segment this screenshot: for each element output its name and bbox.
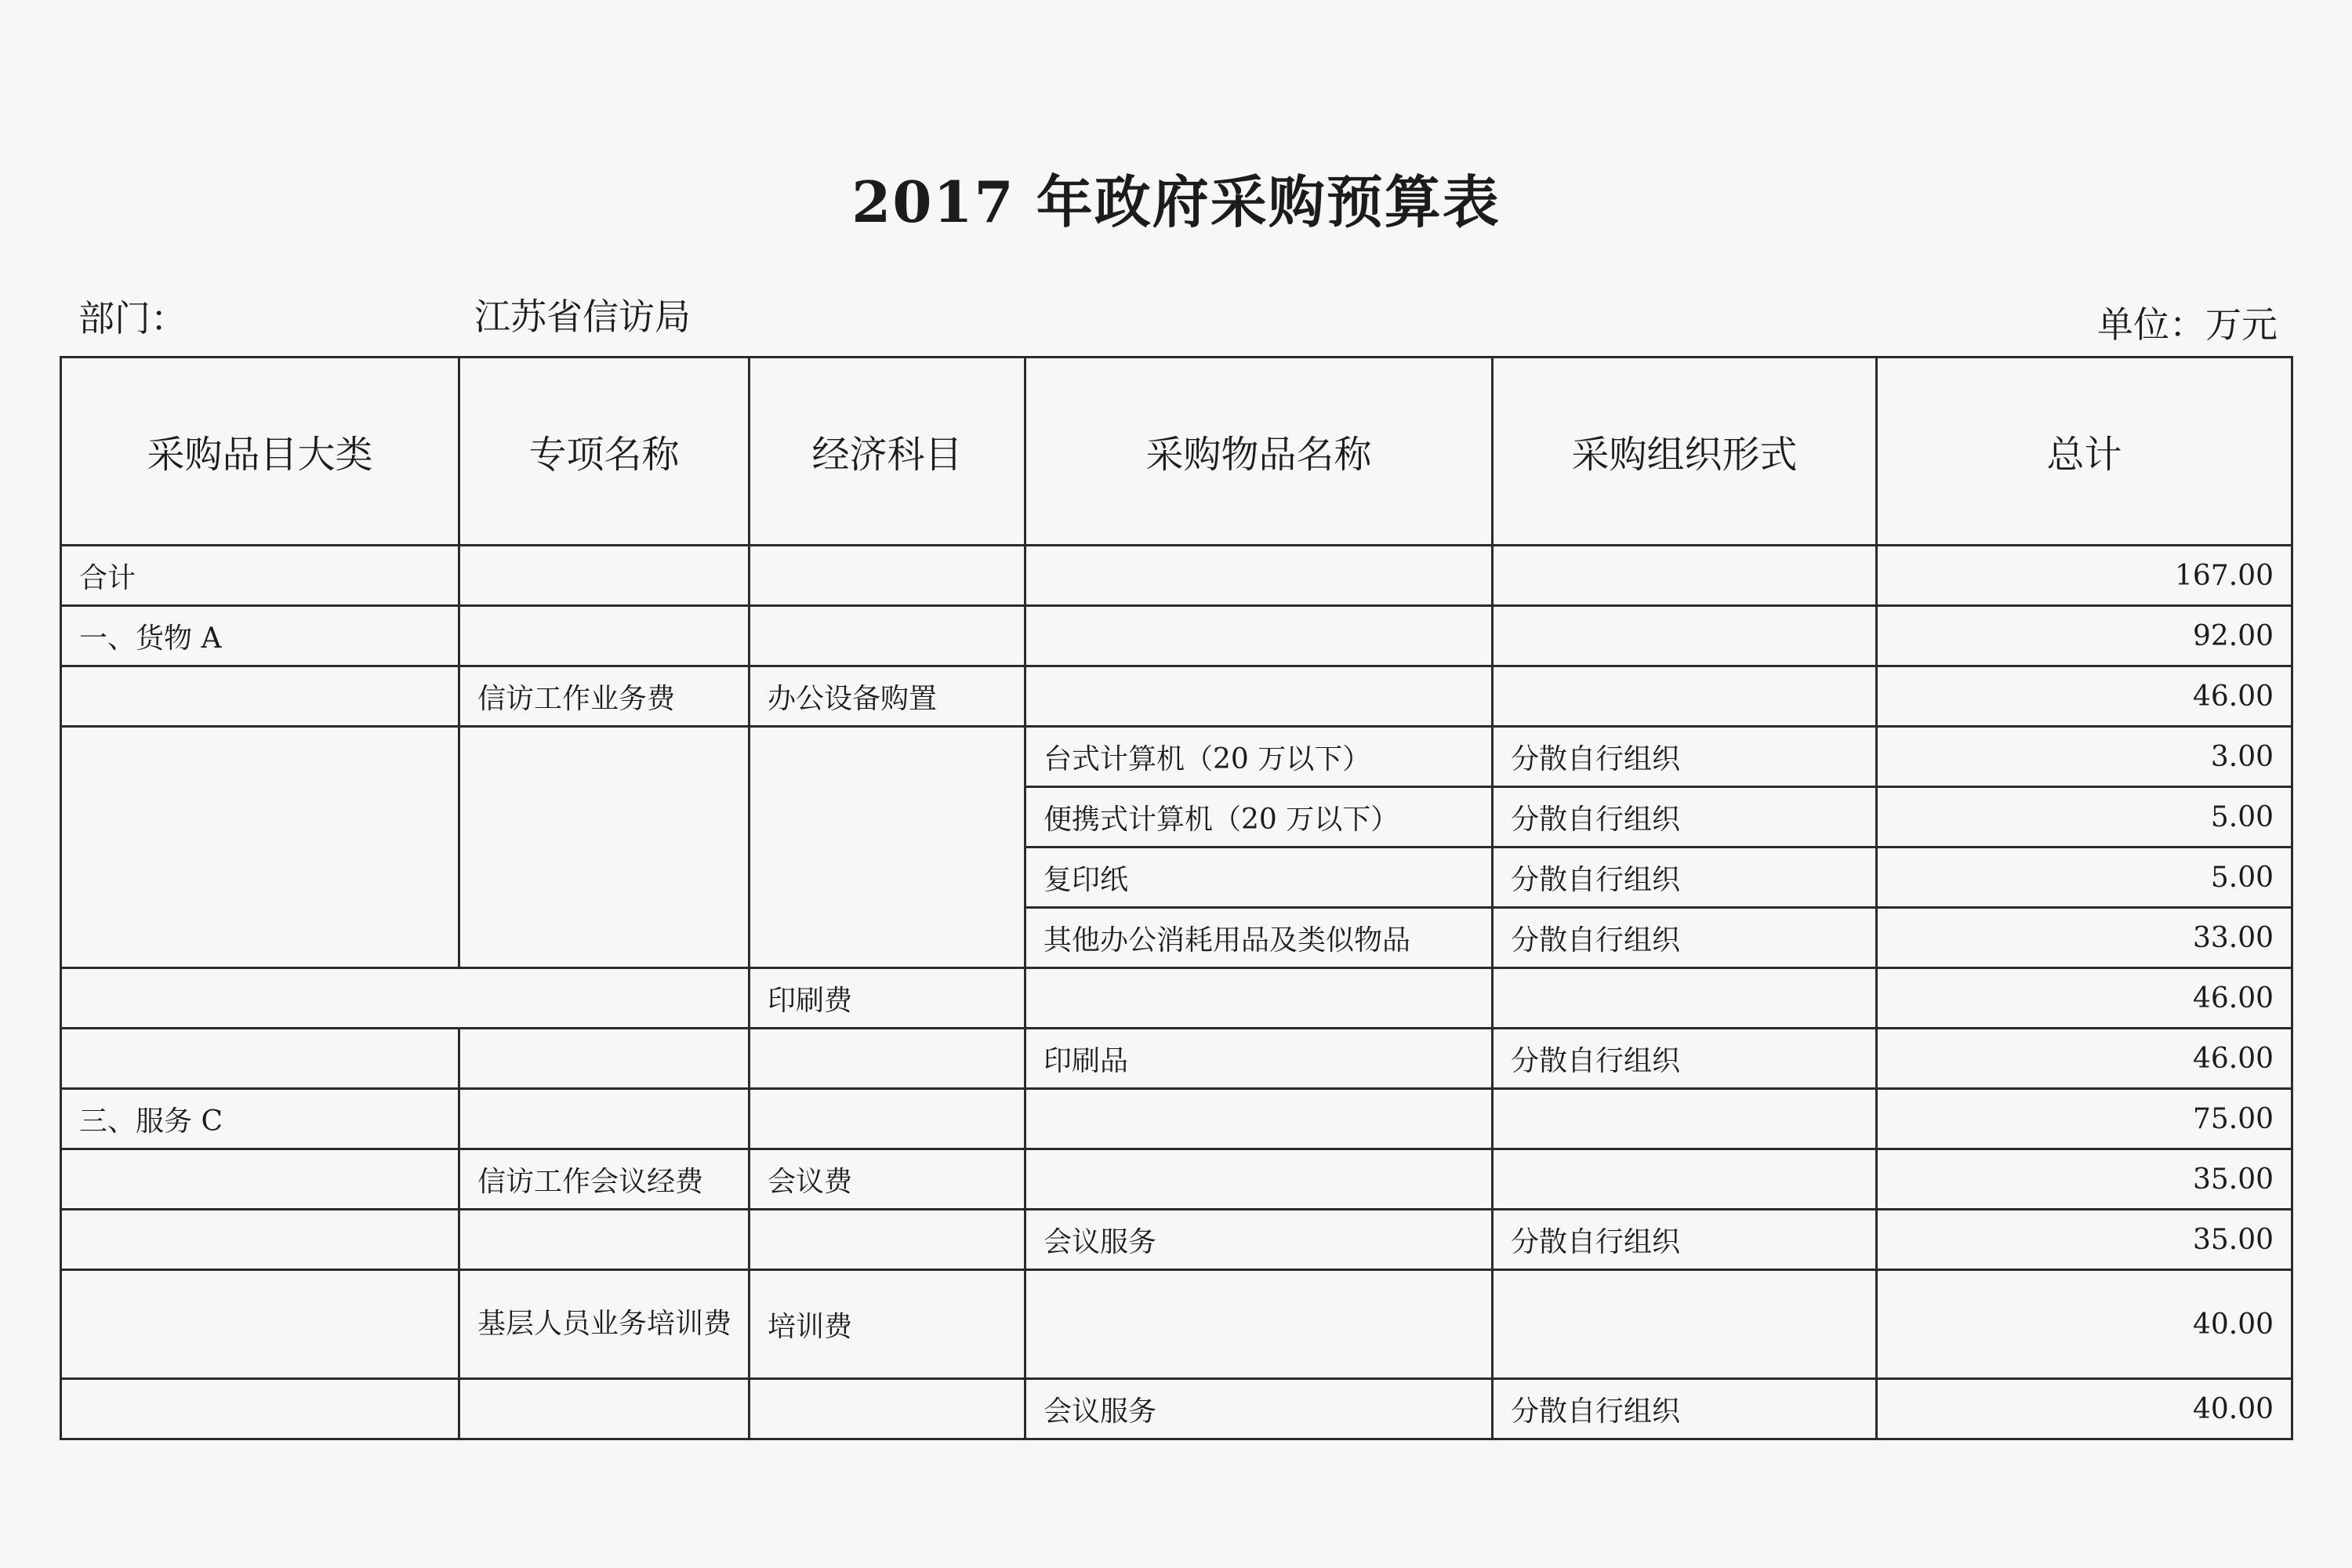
table-cell bbox=[1493, 1089, 1877, 1149]
total-cell: 40.00 bbox=[1877, 1379, 2292, 1439]
table-row bbox=[61, 1029, 2292, 1089]
table-cell bbox=[459, 727, 750, 968]
item-cell: 会议服务 bbox=[1025, 1210, 1493, 1270]
table-row bbox=[61, 666, 2292, 727]
page-title: 2017 年政府采购预算表 bbox=[851, 169, 1501, 235]
total-value: 167.00 bbox=[1877, 546, 2292, 606]
table-cell bbox=[61, 968, 750, 1029]
table-cell bbox=[459, 1379, 750, 1439]
item-cell: 台式计算机（20 万以下） bbox=[1025, 727, 1493, 787]
column-header-category: 采购品目大类 bbox=[61, 358, 459, 546]
project-cell: 基层人员业务培训费 bbox=[459, 1270, 750, 1379]
column-header-project: 专项名称 bbox=[459, 358, 750, 546]
table-cell bbox=[459, 1089, 750, 1149]
table-row bbox=[61, 1379, 2292, 1439]
subject-cell: 印刷费 bbox=[750, 968, 1025, 1029]
total-cell: 3.00 bbox=[1877, 727, 2292, 787]
table-row bbox=[61, 968, 2292, 1029]
item-cell: 便携式计算机（20 万以下） bbox=[1025, 787, 1493, 848]
total-label: 合计 bbox=[61, 546, 459, 606]
method-cell: 分散自行组织 bbox=[1493, 1379, 1877, 1439]
method-cell: 分散自行组织 bbox=[1493, 1210, 1877, 1270]
subject-cell: 培训费 bbox=[750, 1270, 1025, 1379]
subject-cell: 办公设备购置 bbox=[750, 666, 1025, 727]
table-header-row bbox=[61, 358, 2292, 546]
table-cell bbox=[750, 606, 1025, 666]
column-header-subject: 经济科目 bbox=[750, 358, 1025, 546]
total-cell: 5.00 bbox=[1877, 787, 2292, 848]
table-cell bbox=[750, 1210, 1025, 1270]
method-cell: 分散自行组织 bbox=[1493, 1029, 1877, 1089]
table-cell bbox=[61, 1270, 459, 1379]
table-cell bbox=[459, 546, 750, 606]
table-cell bbox=[1025, 1149, 1493, 1210]
total-cell: 40.00 bbox=[1877, 1270, 2292, 1379]
table-cell bbox=[750, 1029, 1025, 1089]
table-cell bbox=[750, 1379, 1025, 1439]
table-cell bbox=[459, 606, 750, 666]
table-cell bbox=[1025, 606, 1493, 666]
item-cell: 其他办公消耗用品及类似物品 bbox=[1025, 908, 1493, 968]
budget-table bbox=[60, 356, 2293, 1440]
table-cell bbox=[1493, 1149, 1877, 1210]
table-cell bbox=[61, 666, 459, 727]
project-cell: 信访工作业务费 bbox=[459, 666, 750, 727]
column-header-method: 采购组织形式 bbox=[1493, 358, 1877, 546]
table-row bbox=[61, 1089, 2292, 1149]
table-cell bbox=[459, 1029, 750, 1089]
table-cell bbox=[750, 546, 1025, 606]
total-cell: 92.00 bbox=[1877, 606, 2292, 666]
table-row bbox=[61, 1270, 2292, 1379]
category-cell: 一、货物 A bbox=[61, 606, 459, 666]
table-cell bbox=[1493, 1270, 1877, 1379]
table-cell bbox=[1493, 606, 1877, 666]
table-cell bbox=[61, 1379, 459, 1439]
total-cell: 35.00 bbox=[1877, 1149, 2292, 1210]
method-cell: 分散自行组织 bbox=[1493, 787, 1877, 848]
item-cell: 印刷品 bbox=[1025, 1029, 1493, 1089]
project-cell: 信访工作会议经费 bbox=[459, 1149, 750, 1210]
table-cell bbox=[61, 1149, 459, 1210]
table-cell bbox=[1025, 968, 1493, 1029]
table-cell bbox=[1025, 546, 1493, 606]
table-cell bbox=[1493, 546, 1877, 606]
table-row bbox=[61, 1210, 2292, 1270]
table-row-total bbox=[61, 546, 2292, 606]
table-cell bbox=[61, 727, 459, 968]
table-row bbox=[61, 1149, 2292, 1210]
column-header-total: 总计 bbox=[1877, 358, 2292, 546]
method-cell: 分散自行组织 bbox=[1493, 727, 1877, 787]
total-cell: 46.00 bbox=[1877, 968, 2292, 1029]
method-cell: 分散自行组织 bbox=[1493, 848, 1877, 908]
method-cell: 分散自行组织 bbox=[1493, 908, 1877, 968]
item-cell: 会议服务 bbox=[1025, 1379, 1493, 1439]
table-cell bbox=[1025, 666, 1493, 727]
subject-cell: 会议费 bbox=[750, 1149, 1025, 1210]
table-cell bbox=[61, 1210, 459, 1270]
table-cell bbox=[1025, 1270, 1493, 1379]
table-cell bbox=[750, 727, 1025, 968]
item-cell: 复印纸 bbox=[1025, 848, 1493, 908]
total-cell: 35.00 bbox=[1877, 1210, 2292, 1270]
total-cell: 75.00 bbox=[1877, 1089, 2292, 1149]
total-cell: 5.00 bbox=[1877, 848, 2292, 908]
table-row bbox=[61, 606, 2292, 666]
table-cell bbox=[1025, 1089, 1493, 1149]
table-cell bbox=[750, 1089, 1025, 1149]
table-cell bbox=[1493, 666, 1877, 727]
total-cell: 33.00 bbox=[1877, 908, 2292, 968]
table-cell bbox=[61, 1029, 459, 1089]
department-label: 部门： bbox=[78, 297, 187, 339]
unit-label: 单位：万元 bbox=[2097, 303, 2278, 346]
department-name: 江苏省信访局 bbox=[474, 296, 691, 338]
category-cell: 三、服务 C bbox=[61, 1089, 459, 1149]
table-row bbox=[61, 727, 2292, 787]
total-cell: 46.00 bbox=[1877, 666, 2292, 727]
column-header-item: 采购物品名称 bbox=[1025, 358, 1493, 546]
table-cell bbox=[1493, 968, 1877, 1029]
total-cell: 46.00 bbox=[1877, 1029, 2292, 1089]
table-cell bbox=[459, 1210, 750, 1270]
